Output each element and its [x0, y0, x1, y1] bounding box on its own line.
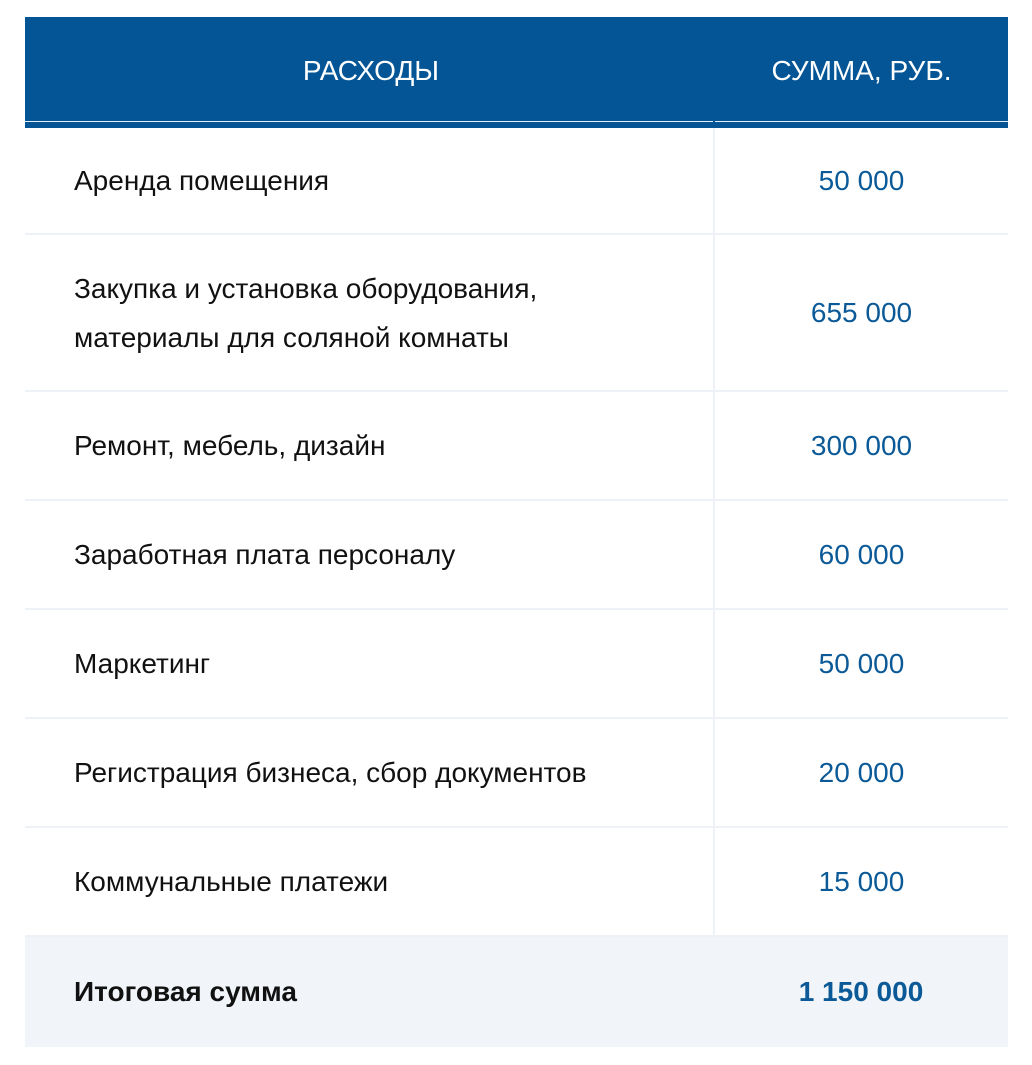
- expense-name: Аренда помещения: [25, 127, 714, 235]
- expense-name: Регистрация бизнеса, сбор документов: [25, 718, 714, 827]
- table-row: [25, 127, 1008, 235]
- expense-name: Маркетинг: [25, 609, 714, 718]
- expense-amount: 50 000: [714, 609, 1008, 718]
- header-row: [25, 17, 1008, 127]
- table-header: [25, 17, 1008, 127]
- expense-amount: 60 000: [714, 500, 1008, 609]
- expense-table: [25, 17, 1008, 1047]
- expense-amount: 15 000: [714, 827, 1008, 936]
- expense-name: Коммунальные платежи: [25, 827, 714, 936]
- expense-name-text: Закупка и установка оборудования, материалы для соляной комнаты: [74, 272, 538, 353]
- expense-name: Заработная плата персоналу: [25, 500, 714, 609]
- table-row: [25, 827, 1008, 936]
- expense-amount: 300 000: [714, 391, 1008, 500]
- table-row: [25, 609, 1008, 718]
- expense-name: [25, 234, 714, 391]
- expense-amount: 50 000: [714, 127, 1008, 235]
- table-row: [25, 718, 1008, 827]
- table-body: [25, 127, 1008, 937]
- expense-amount: 20 000: [714, 718, 1008, 827]
- total-amount: 1 150 000: [714, 936, 1008, 1047]
- table-row: [25, 391, 1008, 500]
- expense-amount: 655 000: [714, 234, 1008, 391]
- table-row: [25, 234, 1008, 391]
- expense-name: Ремонт, мебель, дизайн: [25, 391, 714, 500]
- header-amount: СУММА, РУБ.: [714, 17, 1008, 127]
- table-row: [25, 500, 1008, 609]
- total-row: [25, 936, 1008, 1047]
- table-footer: [25, 936, 1008, 1047]
- total-label: Итоговая сумма: [25, 936, 714, 1047]
- header-expense: РАСХОДЫ: [25, 17, 714, 127]
